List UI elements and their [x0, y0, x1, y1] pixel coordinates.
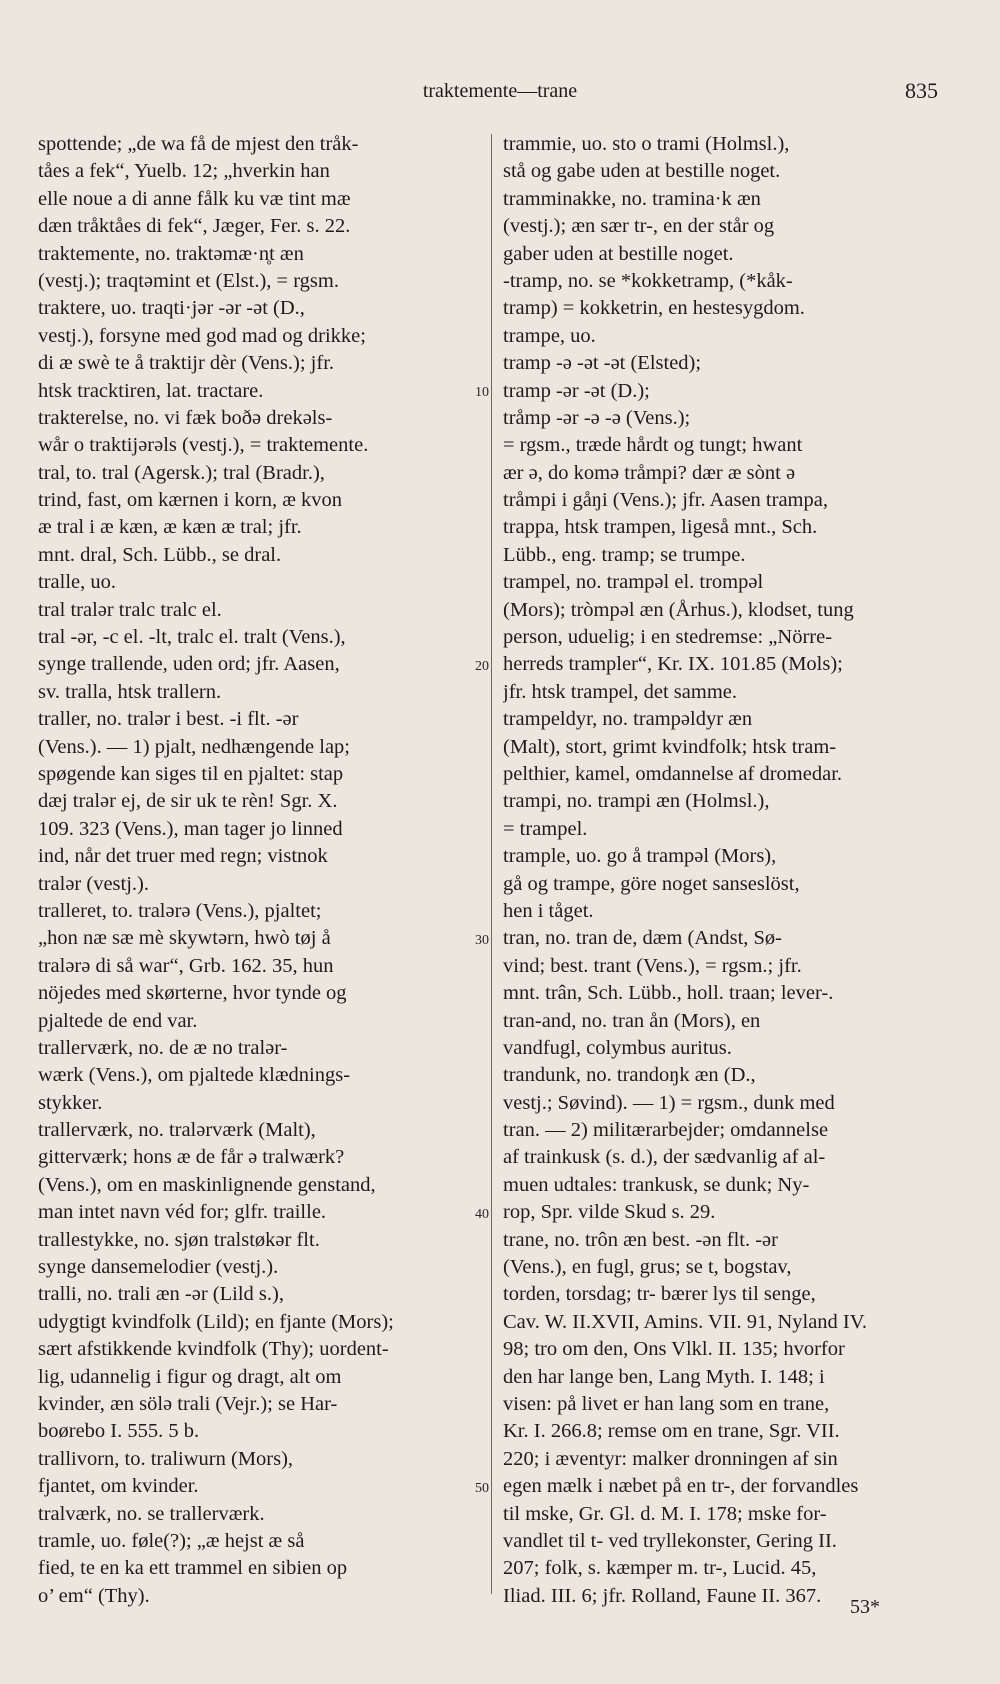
text-line: 98; tro om den, Ons Vlkl. II. 135; hvorfor [503, 1338, 845, 1361]
text-line: -tramp, no. se *kokketramp, (*kåk- [503, 269, 793, 292]
text-line: (Vens.), en fugl, grus; se t, bogstav, [503, 1256, 792, 1279]
line-number: 50 [475, 1480, 489, 1496]
text-line: trammie, uo. sto o trami (Holmsl.), [503, 133, 790, 155]
text-line: trampi, no. trampi æn (Holmsl.), [503, 790, 770, 813]
text-line: hen i tåget. [503, 899, 594, 922]
text-line: tral tralər tralc tralc el. [38, 598, 222, 621]
text-line: stykker. [38, 1091, 103, 1114]
text-line: „hon næ sæ mè skywtərn, hwò tøj å [38, 927, 331, 950]
text-line: dæn tråktåes di fek“, Jæger, Fer. s. 22. [38, 215, 351, 238]
text-line: tralleret, to. tralərə (Vens.), pjaltet; [38, 899, 322, 922]
text-line: Kr. I. 266.8; remse om en trane, Sgr. VII. [503, 1420, 840, 1443]
text-line: vandfugl, colymbus auritus. [503, 1036, 732, 1059]
line-number: 30 [475, 932, 489, 948]
text-line: trampeldyr, no. trampəldyr æn [503, 708, 753, 731]
text-line: af trainkusk (s. d.), der sædvanlig af al- [503, 1146, 826, 1169]
text-line: (Vens.), om en maskinlignende genstand, [38, 1173, 376, 1196]
text-line: visen: på livet er han lang som en trane, [503, 1392, 830, 1415]
text-line: htsk tracktiren, lat. tractare. [38, 379, 264, 402]
text-line: trakterelse, no. vi fæk boðə drekəls- [38, 406, 333, 429]
text-line: Lübb., eng. tramp; se trumpe. [503, 543, 746, 566]
text-line: nöjedes med skørterne, hvor tynde og [38, 982, 347, 1005]
text-line: ær ə, do komə tråmpi? dær æ sònt ə [503, 461, 796, 484]
text-line: æ tral i æ kæn, æ kæn æ tral; jfr. [38, 516, 302, 539]
left-column [38, 131, 478, 1610]
text-line: traktere, uo. traqti·jər -ər -ət (D., [38, 297, 305, 320]
text-line: jfr. htsk trampel, det samme. [503, 680, 737, 703]
text-line: trandunk, no. trandoŋk æn (D., [503, 1064, 756, 1087]
text-line: (Malt), stort, grimt kvindfolk; htsk tram- [503, 735, 837, 758]
text-line: herreds trampler“, Kr. IX. 101.85 (Mols); [503, 653, 843, 676]
text-line: trampe, uo. [503, 324, 596, 347]
text-line: (vestj.); æn sær tr-, en der står og [503, 215, 775, 238]
text-line: stå og gabe uden at bestille noget. [503, 160, 781, 183]
text-line: udygtigt kvindfolk (Lild); en fjante (Mors); [38, 1310, 394, 1333]
text-line: til mske, Gr. Gl. d. M. I. 178; mske for- [503, 1502, 827, 1525]
text-line: tramp -ər -ət (D.); [503, 379, 650, 402]
text-line: traller, no. tralər i best. -i flt. -ər [38, 708, 299, 731]
text-line: spottende; „de wa få de mjest den tråk- [38, 133, 359, 155]
text-line: traktemente, no. traktəmæ·n̥t æn [38, 242, 304, 265]
text-line: spøgende kan siges til en pjaltet: stap [38, 762, 344, 785]
text-line: gitterværk; hons æ de får ə tralwærk? [38, 1146, 345, 1169]
text-line: tralle, uo. [38, 571, 116, 594]
text-line: Iliad. III. 6; jfr. Rolland, Faune II. 367. [503, 1584, 822, 1607]
text-line: muen udtales: trankusk, se dunk; Ny- [503, 1173, 810, 1196]
text-line: wærk (Vens.), om pjaltede klædnings- [38, 1064, 351, 1087]
text-line: trampel, no. trampəl el. trompəl [503, 571, 764, 594]
text-line: lig, udannelig i figur og dragt, alt om [38, 1365, 342, 1388]
text-line: gaber uden at bestille noget. [503, 242, 734, 265]
text-line: tralli, no. trali æn -ər (Lild s.), [38, 1283, 284, 1306]
text-line: 207; folk, s. kæmper m. tr-, Lucid. 45, [503, 1557, 817, 1580]
text-line: trallivorn, to. traliwurn (Mors), [38, 1447, 294, 1470]
text-line: mnt. dral, Sch. Lübb., se dral. [38, 543, 282, 566]
text-line: rop, Spr. vilde Skud s. 29. [503, 1201, 716, 1224]
text-line: wår o traktijərəls (vestj.), = traktemente. [38, 434, 369, 457]
running-title: traktemente—trane [422, 80, 578, 102]
text-line: tråmp -ər -ə -ə (Vens.); [503, 406, 691, 429]
text-line: di æ swè te å traktijr dèr (Vens.); jfr. [38, 352, 335, 375]
text-line: = trampel. [503, 817, 588, 840]
text-line: tralər (vestj.). [38, 872, 149, 895]
text-line: fjantet, om kvinder. [38, 1475, 199, 1498]
text-line: ind, når det truer med regn; vistnok [38, 845, 328, 868]
text-line: trample, uo. go å trampəl (Mors), [503, 845, 777, 868]
text-line: tramp -ə -ət -ət (Elsted); [503, 352, 702, 375]
page-number: 835 [905, 78, 938, 103]
column-divider [491, 134, 492, 1594]
text-line: trallerværk, no. tralərværk (Malt), [38, 1119, 316, 1142]
text-line: pelthier, kamel, omdannelse af dromedar. [503, 762, 843, 785]
text-line: egen mælk i næbet på en tr-, der forvandles [503, 1475, 859, 1498]
text-line: man intet navn véd for; glfr. traille. [38, 1201, 327, 1224]
text-line: trappa, htsk trampen, ligeså mnt., Sch. [503, 516, 818, 539]
text-line: sv. tralla, htsk trallern. [38, 680, 222, 703]
text-line: torden, torsdag; tr- bærer lys til senge, [503, 1283, 816, 1306]
text-line: tramp) = kokketrin, en hestesygdom. [503, 297, 805, 320]
text-line: tral -ər, -c el. -lt, tralc el. tralt (Vens.), [38, 626, 346, 649]
text-line: den har lange ben, Lang Myth. I. 148; i [503, 1365, 825, 1388]
text-line: trane, no. trôn æn best. -ən flt. -ər [503, 1228, 778, 1251]
text-line: tramminakke, no. tramina·k æn [503, 187, 761, 210]
text-line: synge dansemelodier (vestj.). [38, 1256, 279, 1279]
text-line: tramle, uo. føle(?); „æ hejst æ så [38, 1529, 305, 1552]
text-line: synge trallende, uden ord; jfr. Aasen, [38, 653, 340, 676]
text-line: = rgsm., træde hårdt og tungt; hwant [503, 434, 803, 457]
text-line: tran. — 2) militærarbejder; omdannelse [503, 1119, 829, 1142]
text-line: vestj.; Søvind). — 1) = rgsm., dunk med [503, 1091, 835, 1114]
line-number: 10 [475, 384, 489, 400]
text-line: tran-and, no. tran ån (Mors), en [503, 1009, 761, 1032]
text-line: Cav. W. II.XVII, Amins. VII. 91, Nyland IV. [503, 1310, 868, 1333]
text-line: boørebo I. 555. 5 b. [38, 1420, 200, 1443]
text-line: mnt. trân, Sch. Lübb., holl. traan; lever-. [503, 982, 834, 1005]
right-column [503, 131, 945, 1610]
text-line: vind; best. trant (Vens.), = rgsm.; jfr. [503, 954, 802, 977]
text-line: gå og trampe, göre noget sanseslöst, [503, 872, 800, 895]
line-number: 20 [475, 658, 489, 674]
text-line: tråmpi i gåŋi (Vens.); jfr. Aasen trampa, [503, 489, 828, 512]
text-line: trallestykke, no. sjøn tralstøkər flt. [38, 1228, 320, 1251]
text-line: tran, no. tran de, dæm (Andst, Sø- [503, 927, 782, 950]
text-line: (vestj.); traqtəmint et (Elst.), = rgsm. [38, 269, 339, 292]
text-line: trallerværk, no. de æ no tralər- [38, 1036, 288, 1059]
page-header [0, 76, 1000, 106]
text-line: fied, te en ka ett trammel en sibien op [38, 1557, 348, 1580]
text-line: (Mors); tròmpəl æn (Århus.), klodset, tung [503, 598, 854, 621]
text-line: tåes a fek“, Yuelb. 12; „hverkin han [38, 160, 330, 183]
text-line: o’ em“ (Thy). [38, 1584, 150, 1607]
text-line: dæj tralər ej, de sir uk te rèn! Sgr. X. [38, 790, 338, 813]
text-line: 109. 323 (Vens.), man tager jo linned [38, 817, 343, 840]
text-line: tralværk, no. se trallerværk. [38, 1502, 265, 1525]
text-line: pjaltede de end var. [38, 1009, 198, 1032]
text-line: sært afstikkende kvindfolk (Thy); uordent- [38, 1338, 389, 1361]
text-line: tralərə di så war“, Grb. 162. 35, hun [38, 954, 334, 977]
text-line: (Vens.). — 1) pjalt, nedhængende lap; [38, 735, 350, 758]
text-line: vestj.), forsyne med god mad og drikke; [38, 324, 366, 347]
text-line: kvinder, æn sölə trali (Vejr.); se Har- [38, 1392, 338, 1415]
line-number: 40 [475, 1206, 489, 1222]
text-line: 220; i æventyr: malker dronningen af sin [503, 1447, 838, 1470]
text-line: person, uduelig; i en stedremse: „Nörre- [503, 626, 833, 649]
text-line: elle noue a di anne fålk ku væ tint mæ [38, 187, 351, 210]
text-line: vandlet til t- ved tryllekonster, Gering II. [503, 1529, 837, 1552]
text-line: trind, fast, om kærnen i korn, æ kvon [38, 489, 343, 512]
text-line: tral, to. tral (Agersk.); tral (Bradr.), [38, 461, 325, 484]
signature-mark: 53* [850, 1596, 880, 1618]
